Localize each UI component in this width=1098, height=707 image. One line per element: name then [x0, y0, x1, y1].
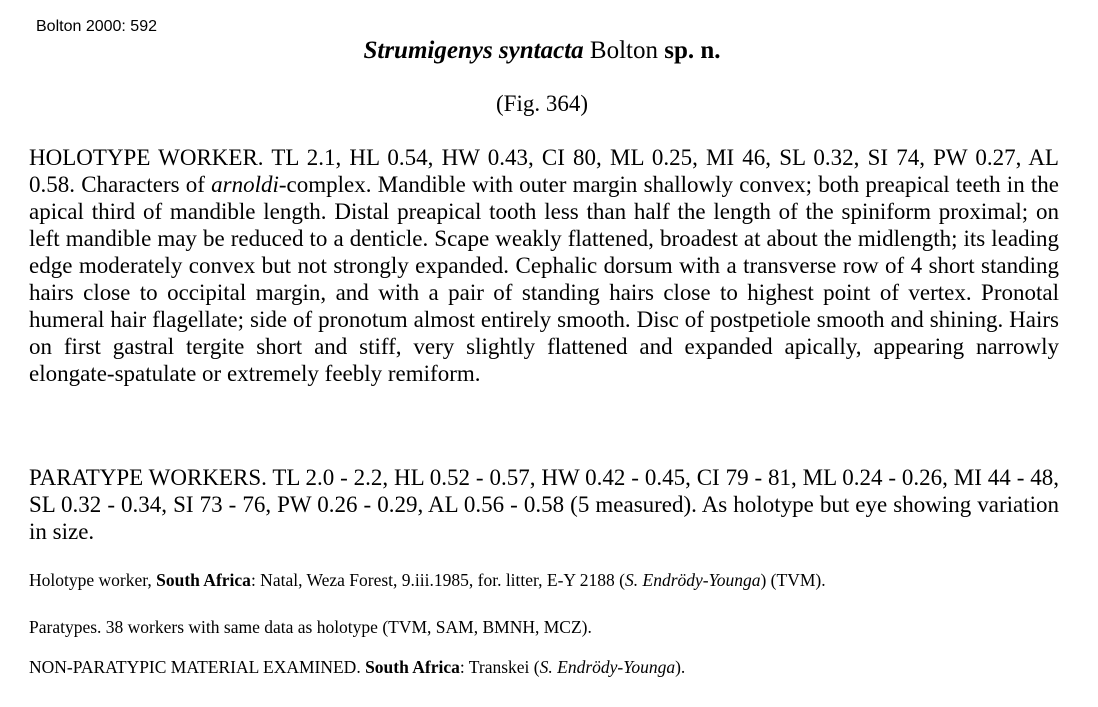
nonparatypic-locality: : Transkei ( [459, 657, 540, 677]
holotype-lead: HOLOTYPE WORKER. TL 2.1, HL 0.54, HW 0.43, CI 80, ML 0.25, MI 46, SL 0.32, SI 74, PW 0.27, AL 0.58. Characters of [29, 145, 1059, 197]
complex-name: arnoldi [211, 172, 279, 197]
nonparatypic-country: South Africa [365, 657, 460, 677]
species-status: sp. n. [664, 37, 721, 64]
paratypes-material: Paratypes. 38 workers with same data as holotype (TVM, SAM, BMNH, MCZ). [29, 617, 592, 637]
citation-label: Bolton 2000: 592 [36, 18, 157, 35]
holotype-prefix: Holotype worker, [29, 570, 157, 590]
holotype-description [29, 144, 1059, 387]
holotype-depository: ) (TVM). [760, 570, 826, 590]
nonparatypic-material [29, 657, 1059, 677]
holotype-material [29, 570, 1059, 590]
species-author: Bolton [589, 37, 658, 64]
species-name: Strumigenys syntacta [363, 37, 584, 64]
holotype-collector: S. Endrödy-Younga [625, 570, 761, 590]
holotype-locality: : Natal, Weza Forest, 9.iii.1985, for. litter, E-Y 2188 ( [250, 570, 625, 590]
holotype-body: -complex. Mandible with outer margin shallowly convex; both preapical teeth in the apical third of mandible length. Distal preapical tooth less than half the length of the spiniform proximal; on left mandible may be reduced to a denticle. Scape weakly flattened, broadest at about the midlength; its leading edge moderately convex but not strongly expanded. Cephalic dorsum with a transverse row of 4 short standing hairs close to occipital margin, and with a pair of standing hairs close to highest point of vertex. Pronotal humeral hair flagellate; side of pronotum almost entirely smooth. Disc of postpetiole smooth and shining. Hairs on first gastral tergite short and stiff, very slightly flattened and expanded apically, appearing narrowly elongate-spatulate or extremely feebly remiform. [29, 172, 1060, 386]
nonparatypic-collector: S. Endrödy-Younga [539, 657, 676, 677]
species-title [0, 34, 1084, 68]
figure-reference: (Fig. 364) [496, 91, 588, 116]
holotype-country: South Africa [156, 570, 251, 590]
paratype-description: PARATYPE WORKERS. TL 2.0 - 2.2, HL 0.52 - 0.57, HW 0.42 - 0.45, CI 79 - 81, ML 0.24 - 0.26, MI 44 - 48, SL 0.32 - 0.34, SI 73 - 76, PW 0.26 - 0.29, AL 0.56 - 0.58 (5 measured). As holotype but eye showing variation in size. [29, 465, 1059, 544]
nonparatypic-close: ). [675, 657, 686, 677]
nonparatypic-heading: NON-PARATYPIC MATERIAL EXAMINED. [29, 657, 361, 677]
